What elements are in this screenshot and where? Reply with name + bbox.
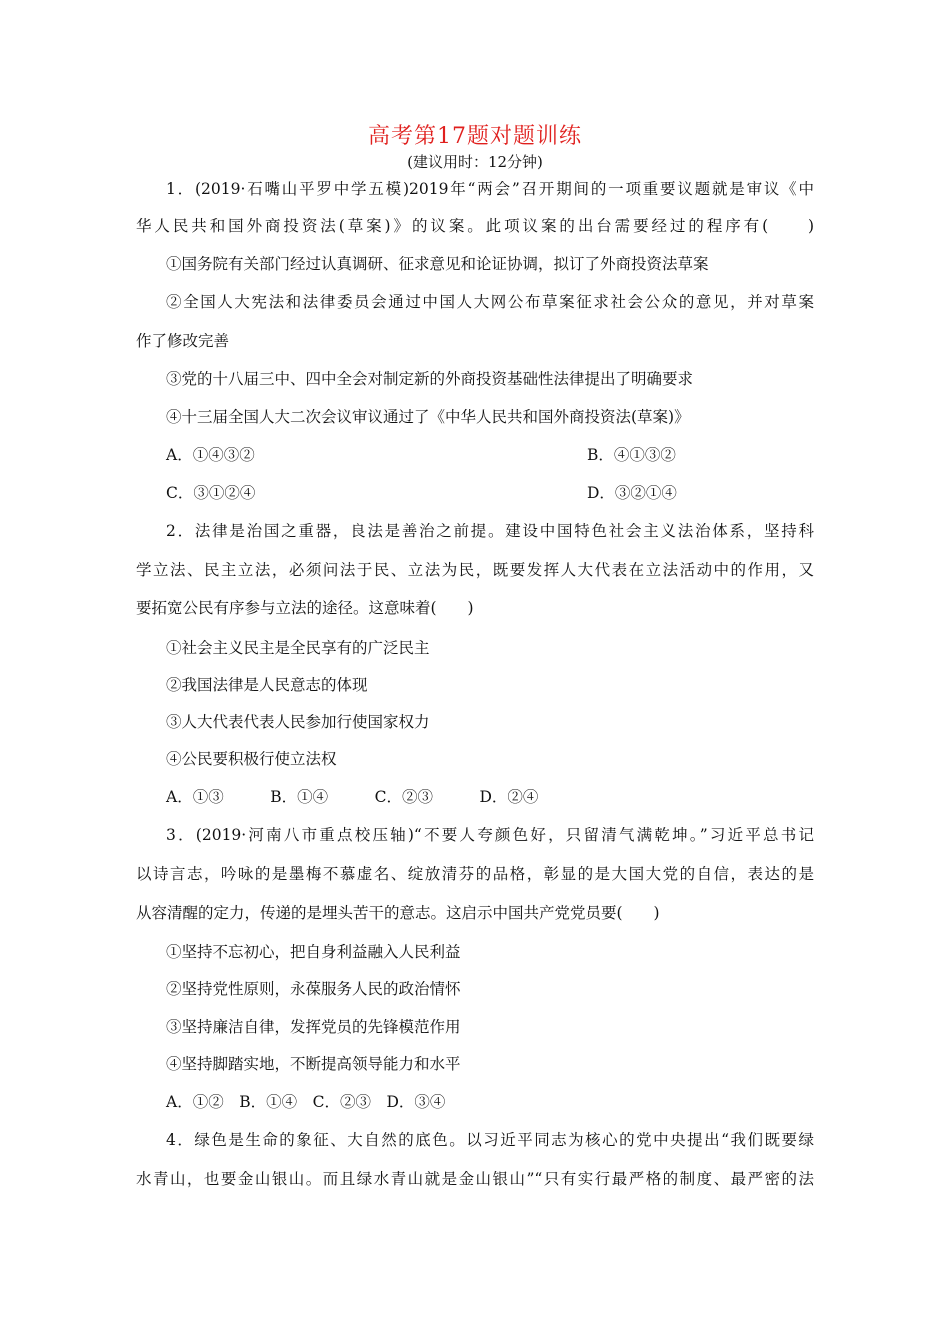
q2-option-2: ②我国法律是人民意志的体现: [166, 676, 368, 694]
q4-stem-line2: 水青山，也要金山银山。而且绿水青山就是金山银山”“只有实行最严格的制度、最严密的法: [136, 1170, 814, 1188]
q2-option-1: ①社会主义民主是全民享有的广泛民主: [166, 639, 430, 657]
q1-option-1: ①国务院有关部门经过认真调研、征求意见和论证协调，拟订了外商投资法草案: [166, 255, 709, 273]
page-title: 高考第17题对题训练: [368, 124, 582, 149]
q1-answer-a: A．①④③②: [166, 446, 255, 464]
q1-answer-c: C．③①②④: [166, 484, 256, 502]
q1-option-2: ②全国人大宪法和法律委员会通过中国人大网公布草案征求社会公众的意见，并对草案: [166, 293, 814, 311]
time-hint: (建议用时：12分钟): [407, 153, 543, 171]
q1-answer-b: B．④①③②: [587, 446, 676, 464]
q2-option-4: ④公民要积极行使立法权: [166, 750, 337, 768]
q1-option-3: ③党的十八届三中、四中全会对制定新的外商投资基础性法律提出了明确要求: [166, 370, 694, 388]
q4-stem-line1: 4．绿色是生命的象征、大自然的底色。以习近平同志为核心的党中央提出“我们既要绿: [166, 1131, 814, 1149]
q3-option-3: ③坚持廉洁自律，发挥党员的先锋模范作用: [166, 1018, 461, 1036]
q1-stem-line1: 1．(2019·石嘴山平罗中学五模)2019年“两会”召开期间的一项重要议题就是审议《中: [166, 180, 814, 198]
q3-stem-line3: 从容清醒的定力，传递的是埋头苦干的意志。这启示中国共产党党员要( ): [136, 904, 660, 922]
q2-stem-line2: 学立法、民主立法，必须问法于民、立法为民，既要发挥人大代表在立法活动中的作用，又: [136, 561, 814, 579]
q1-stem-line2: 华人民共和国外商投资法(草案)》的议案。此项议案的出台需要经过的程序有( ): [136, 217, 814, 235]
q3-stem-line1: 3．(2019·河南八市重点校压轴)“不要人夸颜色好，只留清气满乾坤。”习近平总书记: [166, 826, 814, 844]
q3-option-1: ①坚持不忘初心，把自身利益融入人民利益: [166, 943, 461, 961]
q1-option-2-cont: 作了修改完善: [136, 332, 230, 350]
q2-option-3: ③人大代表代表人民参加行使国家权力: [166, 713, 430, 731]
q1-answer-d: D．③②①④: [587, 484, 677, 502]
q3-option-4: ④坚持脚踏实地，不断提高领导能力和水平: [166, 1055, 461, 1073]
q2-answers: A．①③ B．①④ C．②③ D．②④: [166, 788, 539, 806]
q3-option-2: ②坚持党性原则，永葆服务人民的政治情怀: [166, 980, 461, 998]
q3-answers: A．①② B．①④ C．②③ D．③④: [166, 1093, 446, 1111]
q1-option-4: ④十三届全国人大二次会议审议通过了《中华人民共和国外商投资法(草案)》: [166, 408, 690, 426]
q2-stem-line1: 2．法律是治国之重器，良法是善治之前提。建设中国特色社会主义法治体系，坚持科: [166, 522, 814, 540]
q3-stem-line2: 以诗言志，吟咏的是墨梅不慕虚名、绽放清芬的品格，彰显的是大国大党的自信，表达的是: [136, 865, 814, 883]
q2-stem-line3: 要拓宽公民有序参与立法的途径。这意味着( ): [136, 599, 474, 617]
